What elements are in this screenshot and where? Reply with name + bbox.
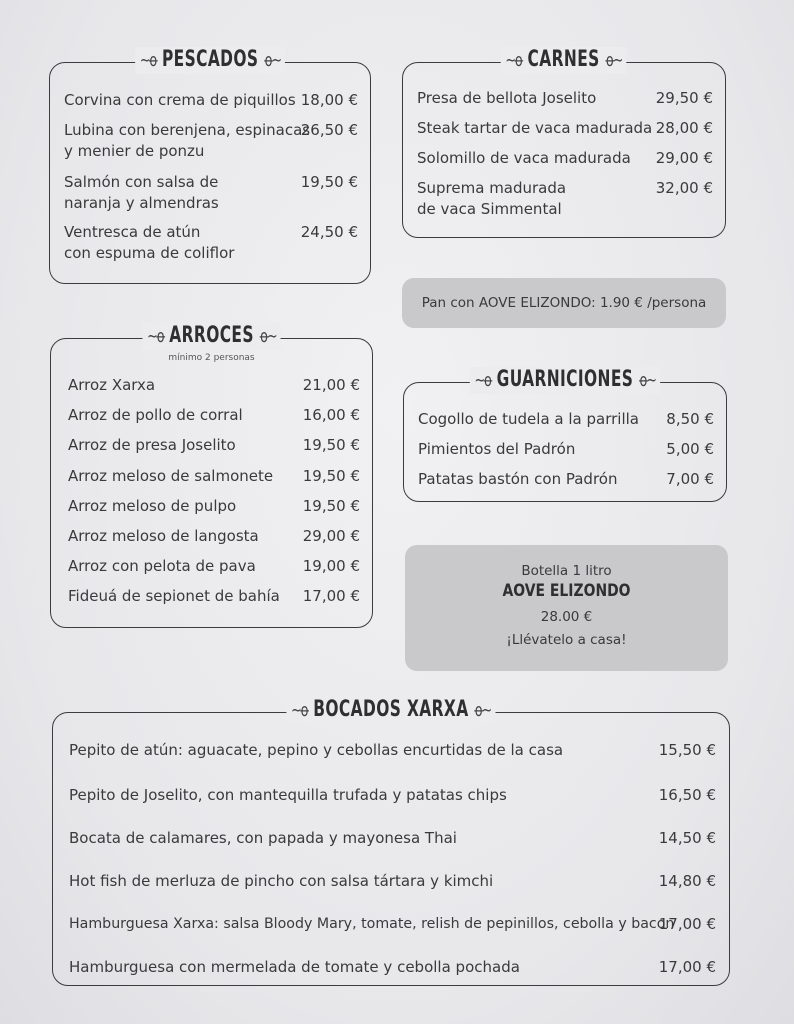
item-price: 17,00 € (658, 915, 716, 933)
ornament-right-icon: ꝋ~ (263, 50, 281, 71)
pescados-section (49, 47, 371, 284)
guarniciones-title-wrap (404, 367, 726, 397)
promo-bottle-size: Botella 1 litro (521, 563, 612, 579)
arroces-section (50, 323, 373, 628)
item-name: Arroz Xarxa (68, 376, 156, 394)
item-price: 29,00 € (302, 527, 360, 545)
item-price: 19,50 € (302, 436, 360, 454)
pescados-title-wrap (50, 47, 370, 77)
item-price: 26,50 € (300, 121, 358, 139)
item-price: 5,00 € (666, 440, 714, 458)
bread-note: Pan con AOVE ELIZONDO: 1.90 € /persona (421, 295, 707, 311)
item-name: Presa de bellota Joselito (417, 89, 597, 107)
item-name: Arroz meloso de salmonete (68, 467, 274, 485)
item-price: 14,80 € (658, 872, 716, 890)
item-name: Pimientos del Padrón (418, 440, 576, 458)
item-price: 32,00 € (655, 179, 713, 197)
promo-price: 28.00 € (540, 609, 593, 625)
item-name: con espuma de coliflor (64, 244, 235, 262)
item-name: Arroz de presa Joselito (68, 436, 236, 454)
item-name: Cogollo de tudela a la parrilla (418, 410, 639, 428)
arroces-subtitle: mínimo 2 personas (168, 353, 255, 363)
item-price: 19,50 € (300, 173, 358, 191)
ornament-left-icon: ~ꝋ (474, 370, 491, 391)
item-price: 8,50 € (666, 410, 714, 428)
ornament-left-icon: ~ꝋ (291, 700, 308, 721)
ornament-right-icon: ꝋ~ (639, 370, 656, 391)
ornament-right-icon: ꝋ~ (605, 50, 623, 71)
item-price: 18,00 € (300, 91, 358, 109)
promo-brand: AOVE ELIZONDO (502, 581, 631, 601)
item-name: Patatas bastón con Padrón (418, 470, 618, 488)
ornament-left-icon: ~ꝋ (139, 50, 157, 71)
item-name: Bocata de calamares, con papada y mayonesa Thai (69, 829, 457, 847)
ornament-left-icon: ~ꝋ (147, 326, 164, 347)
promo-tagline: ¡Llévatelo a casa! (506, 632, 627, 648)
guarniciones-section (403, 367, 727, 502)
item-price: 16,50 € (658, 786, 716, 804)
ornament-right-icon: ꝋ~ (474, 700, 491, 721)
item-price: 14,50 € (658, 829, 716, 847)
item-name: Hamburguesa con mermelada de tomate y cebolla pochada (69, 958, 520, 976)
item-name: Arroz de pollo de corral (68, 406, 243, 424)
item-price: 15,50 € (658, 741, 716, 759)
item-name: Lubina con berenjena, espinacas (64, 121, 311, 139)
guarniciones-title: GUARNICIONES (496, 367, 634, 392)
item-price: 19,00 € (302, 557, 360, 575)
bocados-section (52, 697, 730, 986)
item-name: y menier de ponzu (64, 142, 205, 160)
arroces-title-wrap (51, 323, 372, 353)
item-price: 17,00 € (658, 958, 716, 976)
item-price: 19,50 € (302, 467, 360, 485)
item-name: Arroz meloso de langosta (68, 527, 259, 545)
item-name: Salmón con salsa de (64, 173, 219, 191)
pescados-title: PESCADOS (161, 47, 259, 72)
bocados-title: BOCADOS XARXA (313, 697, 469, 722)
olive-oil-promo-panel (405, 545, 728, 671)
item-name: Pepito de Joselito, con mantequilla trufada y patatas chips (69, 786, 507, 804)
item-price: 7,00 € (666, 470, 714, 488)
item-price: 19,50 € (302, 497, 360, 515)
item-name: naranja y almendras (64, 194, 219, 212)
item-name: Arroz meloso de pulpo (68, 497, 237, 515)
carnes-title-wrap (403, 47, 725, 77)
carnes-title: CARNES (527, 47, 601, 72)
item-name: Suprema madurada (417, 179, 567, 197)
carnes-section (402, 47, 726, 238)
item-name: Ventresca de atún (64, 223, 201, 241)
item-price: 21,00 € (302, 376, 360, 394)
item-name: Steak tartar de vaca madurada (417, 119, 653, 137)
item-price: 24,50 € (300, 223, 358, 241)
item-price: 29,50 € (655, 89, 713, 107)
item-price: 28,00 € (655, 119, 713, 137)
bread-note-panel (402, 278, 726, 328)
item-price: 16,00 € (302, 406, 360, 424)
item-name: Fideuá de sepionet de bahía (68, 587, 280, 605)
item-name: Pepito de atún: aguacate, pepino y cebollas encurtidas de la casa (69, 741, 564, 759)
ornament-right-icon: ꝋ~ (259, 326, 276, 347)
bocados-title-wrap (53, 697, 729, 727)
arroces-title: ARROCES (169, 323, 254, 348)
item-price: 17,00 € (302, 587, 360, 605)
item-name: Hot fish de merluza de pincho con salsa tártara y kimchi (69, 872, 494, 890)
item-name: Hamburguesa Xarxa: salsa Bloody Mary, tomate, relish de pepinillos, cebolla y bacon (69, 916, 675, 932)
item-name: de vaca Simmental (417, 200, 562, 218)
item-name: Arroz con pelota de pava (68, 557, 256, 575)
item-name: Corvina con crema de piquillos (64, 91, 296, 109)
ornament-left-icon: ~ꝋ (505, 50, 523, 71)
item-price: 29,00 € (655, 149, 713, 167)
item-name: Solomillo de vaca madurada (417, 149, 631, 167)
